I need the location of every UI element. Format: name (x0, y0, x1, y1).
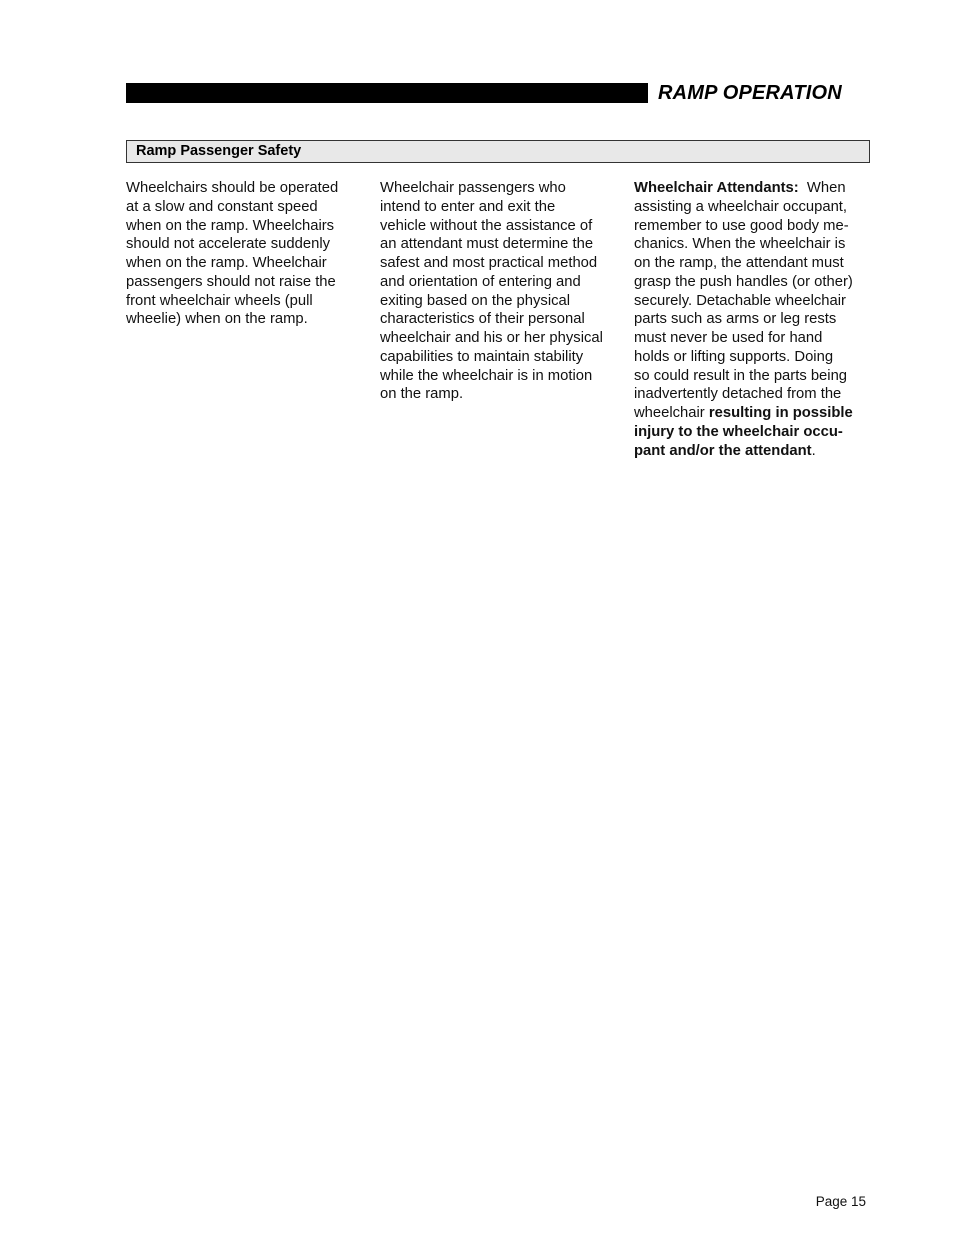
text-line: vehicle without the assistance of (380, 217, 593, 234)
text-line: so could result in the parts being (634, 367, 848, 384)
text-line: safest and most practical method (380, 255, 598, 271)
text-line: wheelchair and his or her physical (380, 330, 603, 346)
text-line: intend to enter and exit the (380, 198, 556, 215)
text-column-2 (380, 179, 620, 404)
text-line: at a slow and constant speed (126, 198, 318, 215)
section-heading-box (126, 140, 870, 163)
text-line: inadvertently detached from the (634, 386, 842, 403)
text-line: capabilities to maintain stability (380, 348, 584, 365)
text-line: chanics. When the wheelchair is (634, 236, 846, 253)
text-line: parts such as arms or leg rests (634, 311, 837, 328)
text-column-1 (126, 179, 358, 329)
text-line (634, 442, 872, 461)
attendants-lead-rest: When (798, 180, 846, 196)
text-line: passengers should not raise the (126, 273, 336, 290)
text-line: must never be used for hand (634, 330, 823, 346)
text-line: when on the ramp. Wheelchairs (126, 217, 335, 234)
text-line: characteristics of their personal (380, 311, 585, 328)
text-line: an attendant must determine the (380, 236, 594, 253)
text-line: wheelie) when on the ramp. (126, 311, 308, 328)
text-line: securely. Detachable wheelchair (634, 292, 846, 309)
text-line: assisting a wheelchair occupant, (634, 198, 848, 215)
text-line: holds or lifting supports. Doing (634, 348, 834, 365)
text-line: should not accelerate suddenly (126, 236, 331, 253)
text-line: front wheelchair wheels (pull (126, 292, 313, 309)
text-line: exiting based on the physical (380, 292, 571, 309)
header-rule-bar (126, 83, 648, 103)
text-line: remember to use good body me- (634, 217, 849, 234)
warning-line-bold: injury to the wheelchair occu- (634, 423, 843, 440)
text-line: grasp the push handles (or other) (634, 273, 853, 290)
page-number: Page 15 (815, 1194, 866, 1209)
text-line: Wheelchairs should be operated (126, 180, 339, 196)
text-line: while the wheelchair is in motion (380, 367, 593, 384)
text-column-3 (634, 179, 872, 460)
text-line: on the ramp, the attendant must (634, 255, 844, 271)
text-line: on the ramp. (380, 386, 464, 403)
text-line: Wheelchair passengers who (380, 180, 566, 196)
warning-text-bold: resulting in possible (708, 405, 853, 421)
text-line: and orientation of entering and (380, 273, 581, 290)
text-line (634, 179, 872, 198)
warning-line-bold: pant and/or the attendant (634, 442, 812, 459)
section-heading-title: Ramp Passenger Safety (136, 143, 302, 159)
text-line (634, 404, 872, 423)
text-line: when on the ramp. Wheelchair (126, 255, 327, 271)
end-period: . (811, 442, 816, 459)
page-header-title: RAMP OPERATION (658, 82, 842, 104)
attendants-lead-label: Wheelchair Attendants: (634, 180, 799, 196)
warning-lead-in: wheelchair (634, 405, 709, 421)
